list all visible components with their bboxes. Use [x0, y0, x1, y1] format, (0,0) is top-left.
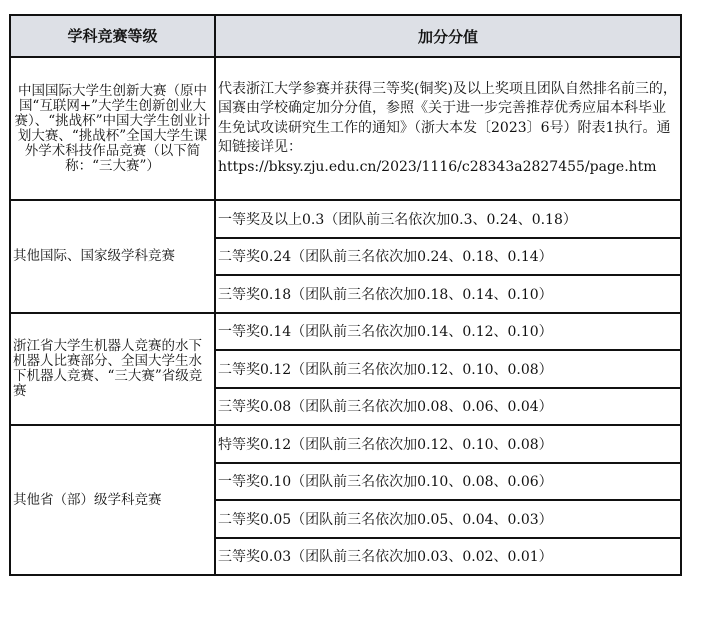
points-cell: 一等奖0.10（团队前三名依次加0.10、0.08、0.06） [215, 463, 681, 501]
competition-points-table [9, 14, 682, 576]
header-points: 加分分值 [215, 15, 681, 57]
points-cell: 一等奖0.14（团队前三名依次加0.14、0.12、0.10） [215, 313, 681, 351]
category-cell-three-major: 中国国际大学生创新大赛（原中国“互联网+”大学生创新创业大赛）、“挑战杯”中国大学生创业计划大赛、“挑战杯”全国大学生课外学术科技作品竞赛（以下简称：“三大赛”） [10, 57, 215, 200]
table-header-row [10, 15, 681, 57]
category-cell-provincial-robot: 浙江省大学生机器人竞赛的水下机器人比赛部分、全国大学生水下机器人竞赛、“三大赛”省级竞赛 [10, 313, 215, 426]
points-cell: 特等奖0.12（团队前三名依次加0.12、0.10、0.08） [215, 425, 681, 463]
points-cell: 三等奖0.03（团队前三名依次加0.03、0.02、0.01） [215, 538, 681, 576]
table-row [10, 425, 681, 463]
category-cell-national: 其他国际、国家级学科竞赛 [10, 200, 215, 313]
points-cell: 三等奖0.08（团队前三名依次加0.08、0.06、0.04） [215, 388, 681, 426]
table-row [10, 313, 681, 351]
header-category: 学科竞赛等级 [10, 15, 215, 57]
points-cell: 二等奖0.05（团队前三名依次加0.05、0.04、0.03） [215, 500, 681, 538]
table-row [10, 57, 681, 200]
points-cell: 二等奖0.12（团队前三名依次加0.12、0.10、0.08） [215, 350, 681, 388]
points-cell-three-major: 代表浙江大学参赛并获得三等奖(铜奖)及以上奖项且团队自然排名前三的，国赛由学校确定加分分值，参照《关于进一步完善推荐优秀应届本科毕业生免试攻读研究生工作的通知》（浙大本发〔2023〕6号）附表1执行。通知链接详见：https://bksy.zju.edu.cn/2023/1116/c28343a2827455/page.htm [215, 57, 681, 200]
table-row [10, 200, 681, 238]
points-cell: 二等奖0.24（团队前三名依次加0.24、0.18、0.14） [215, 238, 681, 276]
points-cell: 三等奖0.18（团队前三名依次加0.18、0.14、0.10） [215, 275, 681, 313]
category-cell-provincial-other: 其他省（部）级学科竞赛 [10, 425, 215, 575]
points-cell: 一等奖及以上0.3（团队前三名依次加0.3、0.24、0.18） [215, 200, 681, 238]
